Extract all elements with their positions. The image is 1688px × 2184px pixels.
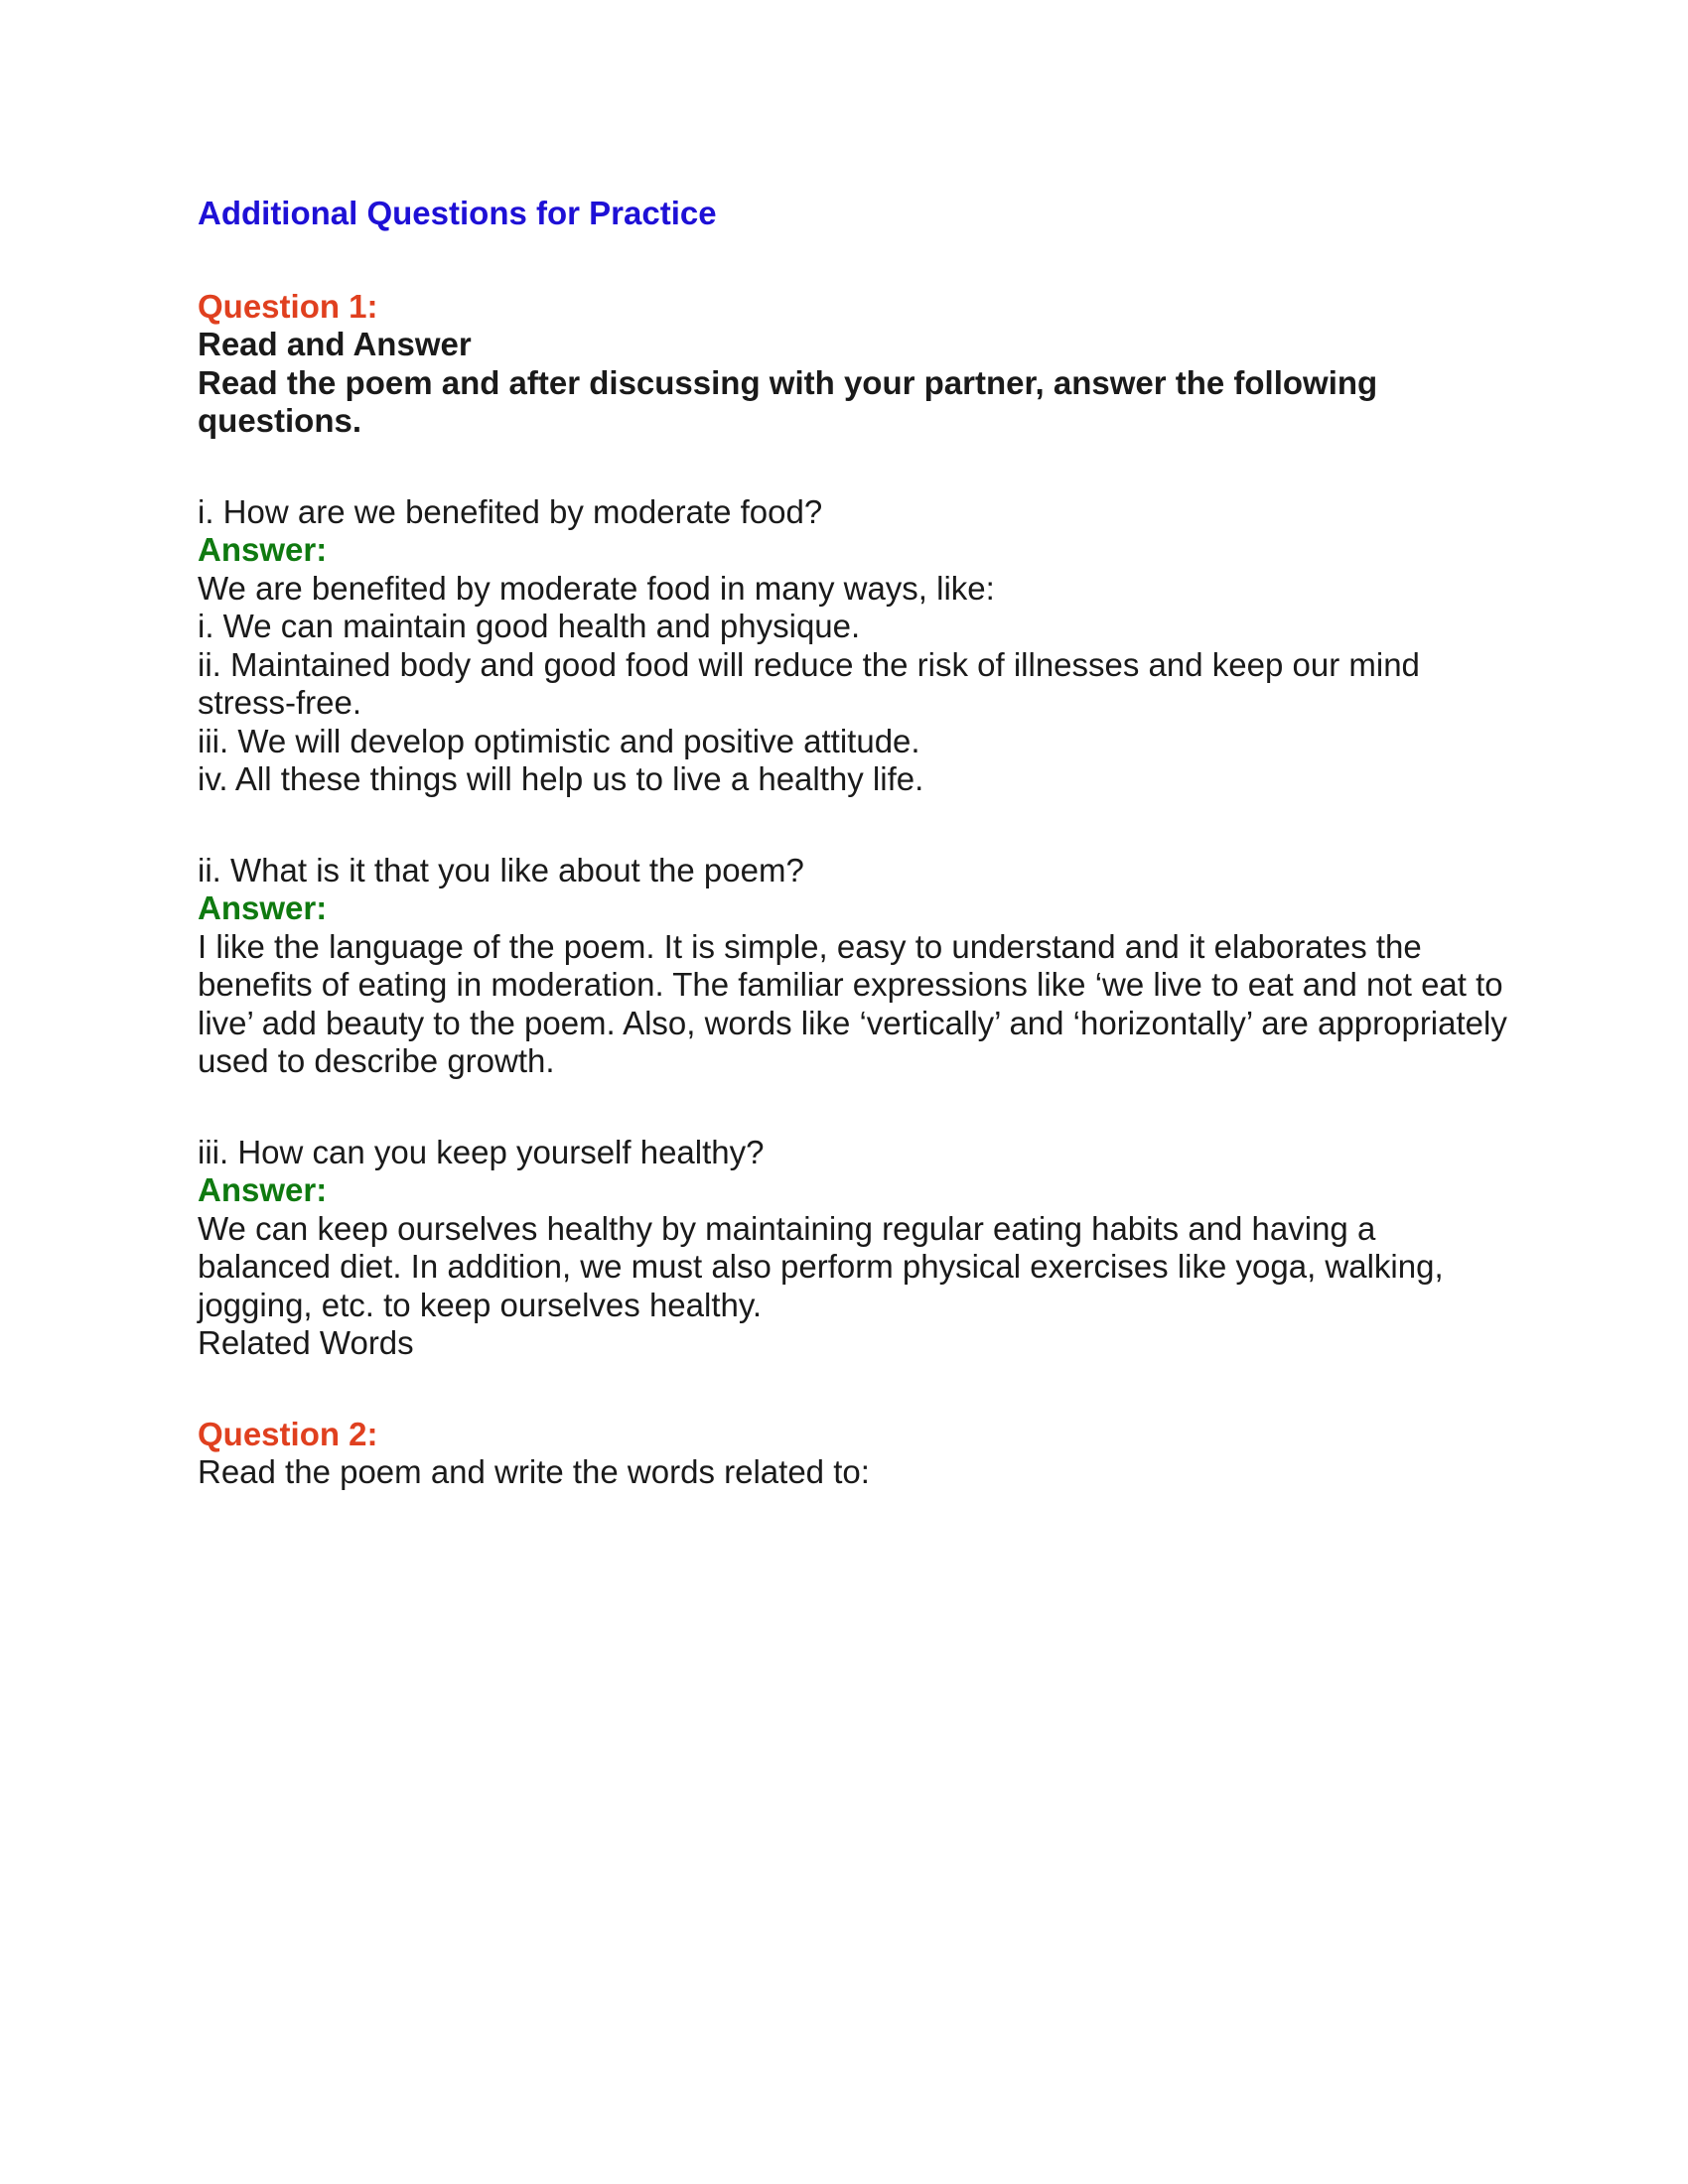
question-text: i. How are we benefited by moderate food? <box>198 492 823 530</box>
related-words-line: Related Words <box>198 1324 414 1361</box>
qa-item-1 <box>198 493 1508 799</box>
page-title: Additional Questions for Practice <box>198 195 717 231</box>
answer-line: i. We can maintain good health and physique. <box>198 608 861 644</box>
answer-line: iv. All these things will help us to live a healthy life. <box>198 760 924 797</box>
question-text: iii. How can you keep yourself healthy? <box>198 1133 765 1170</box>
answer-label: Answer: <box>198 531 328 568</box>
answer-line: ii. Maintained body and good food will reduce the risk of illnesses and keep our mind stress-free. <box>198 645 1420 721</box>
qa-item-2 <box>198 852 1508 1081</box>
spacer <box>198 1363 1508 1416</box>
answer-paragraph: I like the language of the poem. It is simple, easy to understand and it elaborates the benefits of eating in moderation. The familiar expressions like ‘we live to eat and not eat to live’ add beauty to the poem. Also, words like ‘vertically’ and ‘horizontally’ are appropriately used to describe growth. <box>198 927 1507 1079</box>
question-1-section <box>198 288 1508 1363</box>
question-text: ii. What is it that you like about the poem? <box>198 851 804 888</box>
spacer <box>198 799 1508 852</box>
document-page <box>198 195 1508 1492</box>
answer-paragraph: We can keep ourselves healthy by maintaining regular eating habits and having a balanced diet. In addition, we must also perform physical exercises like yoga, walking, jogging, etc. to keep ourselves healthy. <box>198 1209 1444 1323</box>
question-1-label: Question 1: <box>198 287 378 325</box>
question-2-label: Question 2: <box>198 1415 378 1452</box>
question-1-heading: Read and Answer <box>198 326 472 362</box>
spacer <box>198 1081 1508 1134</box>
question-2-instruction: Read the poem and write the words related to: <box>198 1453 870 1490</box>
answer-line: iii. We will develop optimistic and positive attitude. <box>198 722 920 759</box>
question-1-instruction: Read the poem and after discussing with your partner, answer the following questions. <box>198 363 1378 439</box>
spacer <box>198 441 1508 493</box>
answer-label: Answer: <box>198 1171 328 1208</box>
answer-label: Answer: <box>198 889 328 926</box>
qa-item-3 <box>198 1134 1508 1363</box>
answer-line: We are benefited by moderate food in many ways, like: <box>198 569 995 607</box>
question-2-section <box>198 1416 1508 1492</box>
